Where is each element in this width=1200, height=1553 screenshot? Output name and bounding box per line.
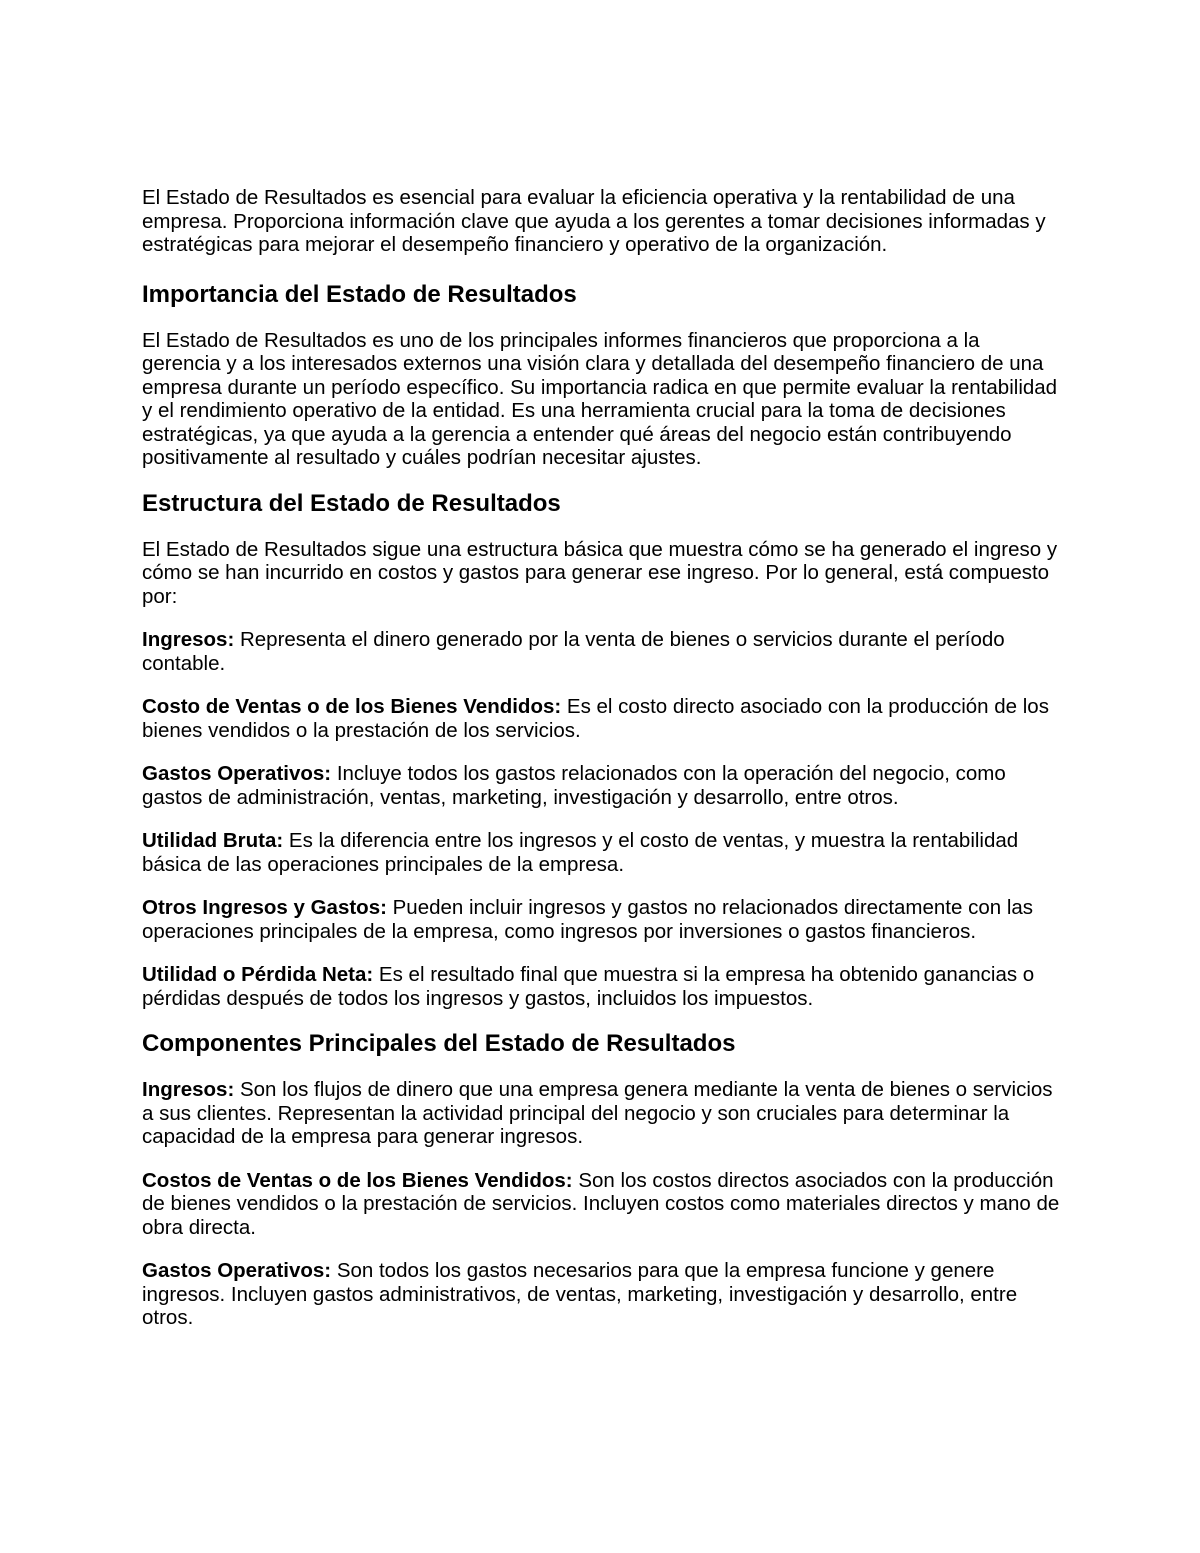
item-term: Gastos Operativos: bbox=[142, 762, 332, 785]
item-term: Ingresos: bbox=[142, 628, 235, 651]
componentes-item-ingresos bbox=[142, 1078, 1062, 1149]
estructura-item-utilidad-neta bbox=[142, 963, 1062, 1010]
item-term: Costo de Ventas o de los Bienes Vendidos: bbox=[142, 695, 562, 718]
item-term: Utilidad Bruta: bbox=[142, 829, 284, 852]
item-term: Costos de Ventas o de los Bienes Vendidos: bbox=[142, 1168, 573, 1192]
estructura-paragraph: El Estado de Resultados sigue una estructura básica que muestra cómo se ha generado el ingreso y cómo se han incurrido en costos y gastos para generar ese ingreso. Por lo general, está compuesto por: bbox=[142, 537, 1058, 608]
intro-paragraph: El Estado de Resultados es esencial para evaluar la eficiencia operativa y la rentabilidad de una empresa. Proporciona información clave que ayuda a los gerentes a tomar decisiones informadas y estratégicas para mejorar el desempeño financiero y operativo de la organización. bbox=[142, 186, 1046, 256]
item-term: Ingresos: bbox=[142, 1078, 235, 1101]
item-text: Es la diferencia entre los ingresos y el costo de ventas, y muestra la rentabilidad básica de las operaciones principales de la empresa. bbox=[142, 829, 1019, 876]
item-text: Son todos los gastos necesarios para que la empresa funcione y genere ingresos. Incluyen gastos administrativos, de ventas, marketing, investigación y desarrollo, entre otros. bbox=[142, 1259, 1018, 1329]
section-heading-estructura: Estructura del Estado de Resultados bbox=[142, 489, 561, 517]
document-page bbox=[142, 186, 1062, 1350]
componentes-item-costos-ventas bbox=[142, 1169, 1062, 1240]
item-text: Representa el dinero generado por la venta de bienes o servicios durante el período contable. bbox=[142, 628, 1005, 675]
estructura-item-gastos-operativos bbox=[142, 762, 1062, 809]
section-importancia bbox=[142, 281, 1062, 470]
item-text: Es el resultado final que muestra si la empresa ha obtenido ganancias o pérdidas después de todos los ingresos y gastos, incluidos los impuestos. bbox=[142, 963, 1035, 1010]
estructura-item-costo-ventas bbox=[142, 695, 1062, 742]
item-term: Gastos Operativos: bbox=[142, 1259, 332, 1282]
section-estructura bbox=[142, 490, 1062, 1011]
componentes-item-gastos-operativos bbox=[142, 1259, 1062, 1330]
section-componentes bbox=[142, 1030, 1062, 1330]
estructura-item-utilidad-bruta bbox=[142, 829, 1062, 876]
item-text: Incluye todos los gastos relacionados con la operación del negocio, como gastos de administración, ventas, marketing, investigación y desarrollo, entre otros. bbox=[142, 762, 1006, 809]
item-term: Otros Ingresos y Gastos: bbox=[142, 896, 387, 919]
item-text: Pueden incluir ingresos y gastos no relacionados directamente con las operaciones principales de la empresa, como ingresos por inversiones o gastos financieros. bbox=[142, 896, 1034, 943]
item-text: Es el costo directo asociado con la producción de los bienes vendidos o la prestación de los servicios. bbox=[142, 695, 1049, 742]
item-text: Son los costos directos asociados con la producción de bienes vendidos o la prestación de servicios. Incluyen costos como materiales directos y mano de obra directa. bbox=[142, 1168, 1060, 1239]
section-heading-importancia: Importancia del Estado de Resultados bbox=[142, 280, 577, 308]
section-heading-componentes: Componentes Principales del Estado de Resultados bbox=[142, 1030, 736, 1057]
importancia-paragraph: El Estado de Resultados es uno de los principales informes financieros que proporciona a la gerencia y a los interesados externos una visión clara y detallada del desempeño financiero de una empresa durante un período específico. Su importancia radica en que permite evaluar la rentabilidad y el rendimiento operativo de la entidad. Es una herramienta crucial para la toma de decisiones estratégicas, ya que ayuda a la gerencia a entender qué áreas del negocio están contribuyendo positivamente al resultado y cuáles podrían necesitar ajustes. bbox=[142, 328, 1058, 469]
item-text: Son los flujos de dinero que una empresa genera mediante la venta de bienes o servicios a sus clientes. Representan la actividad principal del negocio y son cruciales para determinar la capacidad de la empresa para generar ingresos. bbox=[142, 1078, 1053, 1148]
estructura-item-ingresos bbox=[142, 628, 1062, 675]
estructura-item-otros-ingresos-gastos bbox=[142, 896, 1062, 943]
item-term: Utilidad o Pérdida Neta: bbox=[142, 963, 374, 986]
